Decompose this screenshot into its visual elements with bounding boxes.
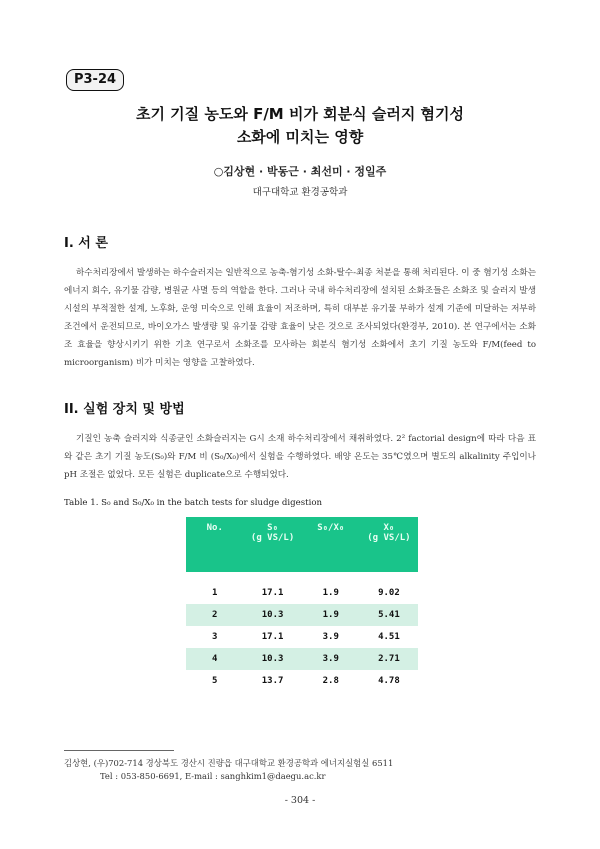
cell-s0: 17.1 (244, 626, 302, 648)
footnote-address: 김상현, (우)702-714 경상북도 경산시 진량읍 대구대학교 환경공학과 에너지실험실 6511 (64, 758, 394, 768)
table-row (186, 670, 418, 692)
paper-title-line2: 소화에 미치는 영향 (236, 128, 364, 146)
cell-no: 2 (186, 604, 244, 626)
page-number: - 304 - (284, 795, 316, 806)
col-header-x0-unit: (g VS/L) (367, 533, 411, 543)
col-header-s0 (244, 517, 302, 572)
col-header-s0x0 (302, 517, 360, 572)
cell-s0x0: 3.9 (302, 626, 360, 648)
cell-s0: 17.1 (244, 582, 302, 604)
section-heading-intro: I. 서 론 (64, 236, 108, 251)
cell-x0: 9.02 (360, 582, 418, 604)
cell-no: 1 (186, 582, 244, 604)
col-header-s0-unit: (g VS/L) (250, 533, 295, 543)
cell-s0: 10.3 (244, 648, 302, 670)
col-header-no (186, 517, 244, 572)
cell-s0: 10.3 (244, 604, 302, 626)
cell-no: 3 (186, 626, 244, 648)
cell-s0x0: 1.9 (302, 604, 360, 626)
col-header-s0x0-label: S₀/X₀ (317, 523, 345, 533)
session-badge: P3-24 (66, 69, 124, 91)
cell-s0x0: 3.9 (302, 648, 360, 670)
footnote-divider (64, 750, 174, 751)
cell-x0: 4.78 (360, 670, 418, 692)
cell-x0: 5.41 (360, 604, 418, 626)
cell-s0x0: 1.9 (302, 582, 360, 604)
col-header-x0 (360, 517, 418, 572)
table-row (186, 604, 418, 626)
table-row (186, 582, 418, 604)
cell-no: 4 (186, 648, 244, 670)
cell-s0: 13.7 (244, 670, 302, 692)
methods-paragraph: 기질인 농축 슬러지와 식종균인 소화슬러지는 G시 소재 하수처리장에서 채취하였다. 2² factorial design에 따라 다음 표와 같은 초기 기질 농도(S₀)와 F/M 비 (S₀/X₀)에서 실험을 수행하였다. 배양 온도는 35℃였으며 별도의 alkalinity 주입이나 pH 조절은 없었다. 모든 실험은 duplicate으로 수행되었다. (64, 434, 536, 480)
cell-x0: 2.71 (360, 648, 418, 670)
col-header-x0-label: X₀ (383, 523, 395, 533)
table-row (186, 626, 418, 648)
col-header-no-label: No. (206, 523, 223, 533)
table-header-row (186, 517, 418, 572)
section-heading-methods: II. 실험 장치 및 방법 (64, 402, 185, 417)
author-list: ○김상현 · 박동근 · 최선미 · 정일주 (213, 165, 387, 178)
footnote-contact: Tel : 053-850-6691, E-mail : sanghkim1@daegu.ac.kr (100, 771, 326, 781)
intro-paragraph: 하수처리장에서 발생하는 하수슬러지는 일반적으로 농축-혐기성 소화-탈수-최종 처분을 통해 처리된다. 이 중 혐기성 소화는 에너지 회수, 유기물 감량, 병원균 사멸 등의 역할을 한다. 그러나 국내 하수처리장에 설치된 소화조들은 소화조 및 슬러지 발생 시설의 부적절한 설계, 노후화, 운영 미숙으로 인해 효율이 저조하며, 특히 대부분 유기물 부하가 설계 기준에 미달하는 저부하 조건에서 운전되므로, 바이오가스 발생량 및 유기물 감량 효율이 낮은 것으로 조사되었다(환경부, 2010). 본 연구에서는 소화조 효율을 향상시키기 위한 기초 연구로서 소화조를 모사하는 회분식 혐기성 소화에서 초기 기질 농도와 F/M(feed to microorganism) 비가 미치는 영향을 고찰하였다. (64, 268, 536, 368)
col-header-s0-label: S₀ (267, 523, 279, 533)
batch-test-table (186, 517, 418, 692)
cell-s0x0: 2.8 (302, 670, 360, 692)
paper-title-line1: 초기 기질 농도와 F/M 비가 회분식 슬러지 혐기성 (135, 105, 465, 123)
table-row (186, 648, 418, 670)
affiliation: 대구대학교 환경공학과 (252, 187, 348, 198)
cell-x0: 4.51 (360, 626, 418, 648)
table-caption: Table 1. S₀ and S₀/X₀ in the batch tests for sludge digestion (64, 498, 323, 508)
cell-no: 5 (186, 670, 244, 692)
